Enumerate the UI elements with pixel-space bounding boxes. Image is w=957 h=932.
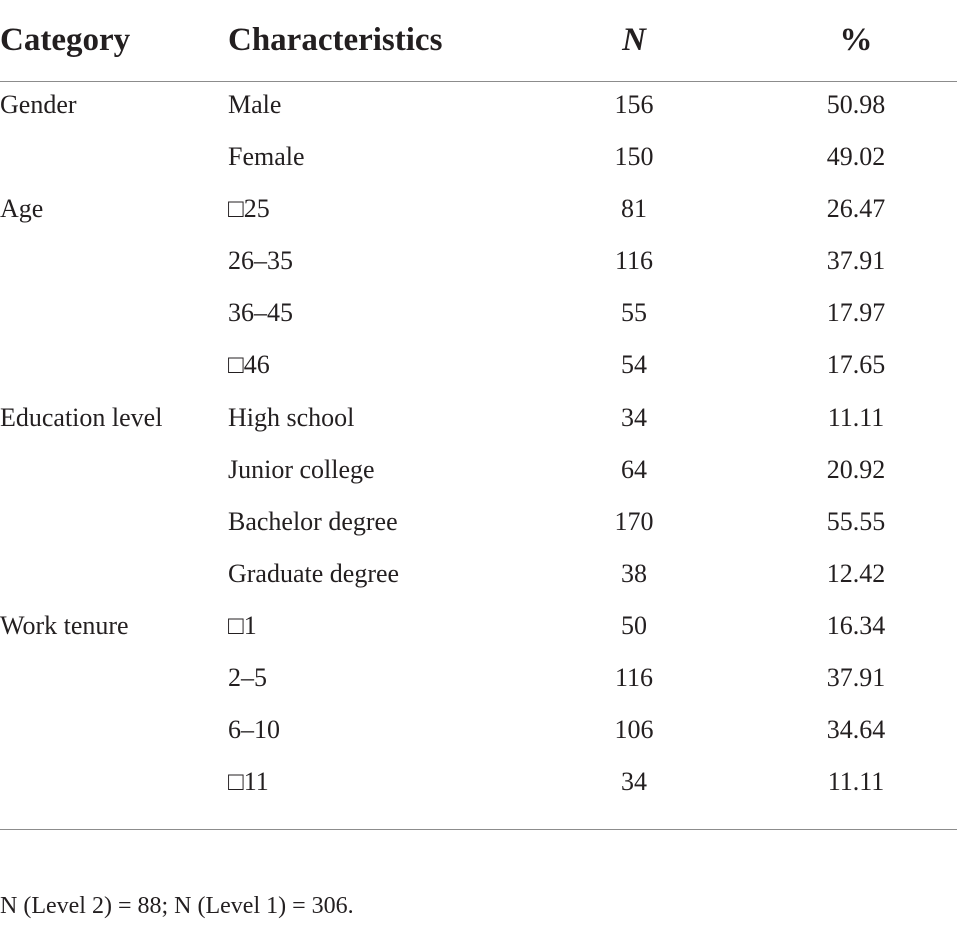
cell-n: 50 [621,610,647,640]
table-row [0,342,957,394]
table-row [0,447,957,499]
table-row [0,707,957,759]
cell-percent: 37.91 [826,246,886,276]
cell-n: 64 [621,454,647,484]
cell-characteristic: Graduate degree [228,558,400,588]
cell-percent: 11.11 [827,767,885,797]
table-row [0,603,957,655]
cell-percent: 11.11 [827,402,885,432]
table-bottom-divider [0,829,957,830]
table-row [0,186,957,238]
header-category: Category [0,22,131,58]
table-row [0,551,957,603]
cell-percent: 20.92 [826,454,886,484]
cell-n: 150 [614,142,654,172]
cell-n: 38 [621,558,647,588]
table-row [0,759,957,811]
cell-characteristic: Male [228,90,282,119]
cell-percent: 55.55 [826,506,886,536]
cell-percent: 17.97 [826,298,886,328]
table-row [0,395,957,447]
cell-characteristic: Junior college [228,454,375,484]
cell-characteristic: □25 [228,194,270,224]
cell-n: 116 [614,246,654,276]
cell-n: 34 [621,767,647,797]
cell-n: 116 [614,663,654,693]
cell-n: 55 [621,298,647,328]
table-note: N (Level 2) = 88; N (Level 1) = 306. [0,893,354,919]
cell-n: 34 [621,402,647,432]
cell-characteristic: □1 [228,610,257,640]
cell-percent: 49.02 [826,142,886,172]
cell-characteristic: 26–35 [228,246,293,276]
cell-percent: 34.64 [826,715,886,745]
cell-n: 81 [621,194,647,224]
cell-n: 106 [614,715,654,745]
cell-characteristic: □11 [228,767,269,797]
header-n: N [622,22,646,58]
cell-characteristic: □46 [228,350,270,380]
cell-percent: 17.65 [826,350,886,380]
cell-category: Age [0,194,44,224]
table-row [0,655,957,707]
cell-percent: 50.98 [826,90,886,119]
table-body [0,82,957,811]
cell-n: 54 [621,350,647,380]
cell-category: Gender [0,90,77,119]
header-characteristics: Characteristics [228,22,443,58]
cell-characteristic: 2–5 [228,663,267,693]
cell-percent: 26.47 [826,194,886,224]
cell-characteristic: Female [228,142,305,172]
table-row [0,499,957,551]
cell-percent: 12.42 [826,558,886,588]
table-row [0,82,957,134]
table-row [0,290,957,342]
cell-percent: 37.91 [826,663,886,693]
cell-n: 156 [614,90,654,119]
cell-characteristic: 36–45 [228,298,293,328]
cell-characteristic: High school [228,402,355,432]
table-row [0,134,957,186]
header-percent: % [839,22,873,58]
cell-characteristic: Bachelor degree [228,506,398,536]
table-row [0,238,957,290]
cell-percent: 16.34 [826,610,886,640]
cell-characteristic: 6–10 [228,715,280,745]
cell-category: Work tenure [0,610,129,640]
cell-n: 170 [614,506,654,536]
cell-category: Education level [0,402,163,432]
table-header [0,0,957,82]
